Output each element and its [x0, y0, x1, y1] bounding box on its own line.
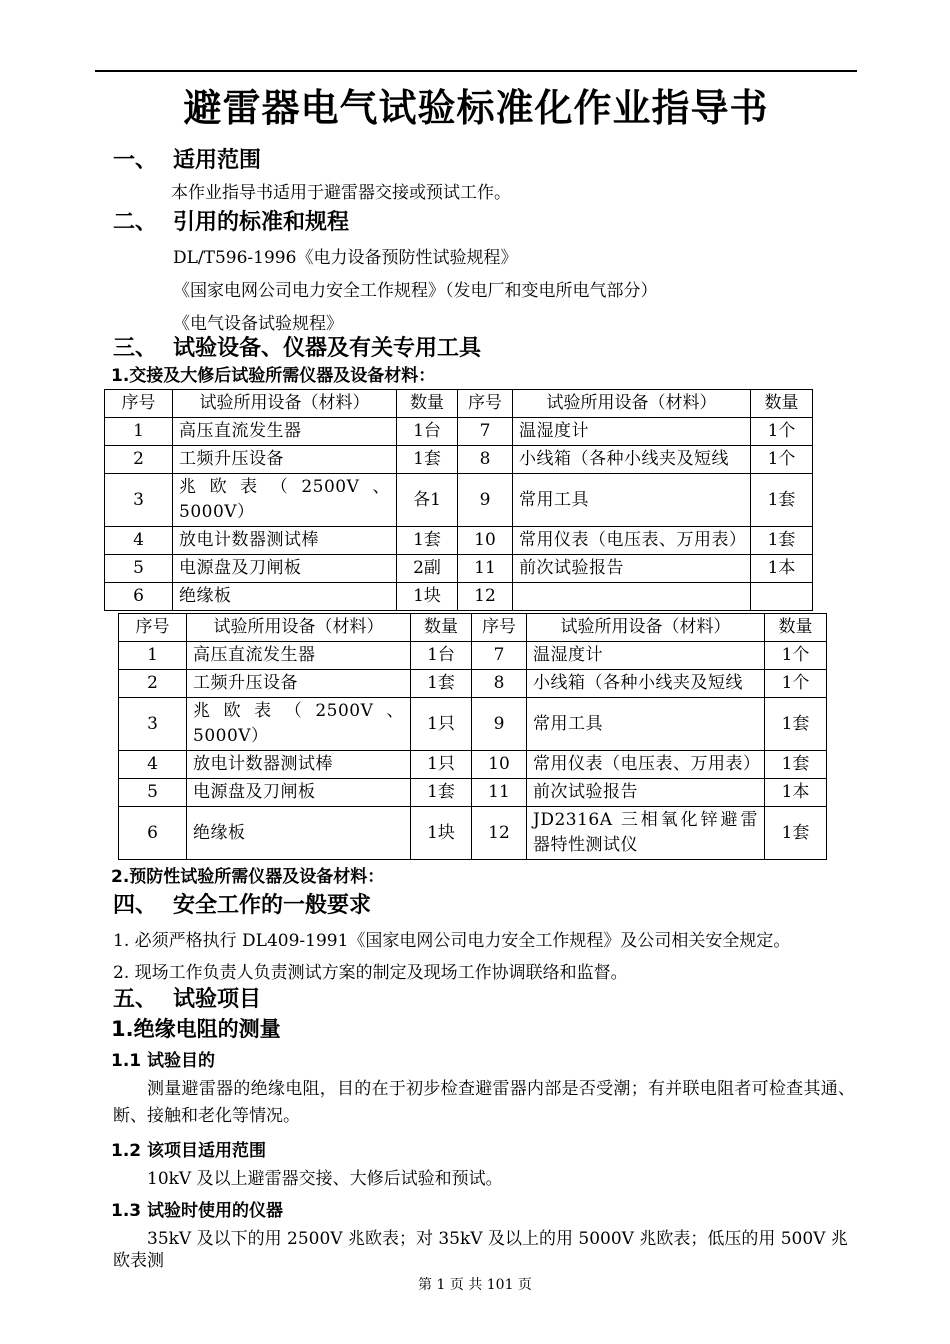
- equipment-name-cell: 高压直流发生器: [173, 418, 397, 446]
- equipment-row: [119, 642, 827, 670]
- equipment-name-cell: 温湿度计: [527, 642, 765, 670]
- index-cell: 3: [105, 474, 173, 527]
- quantity-cell: 1套: [397, 527, 458, 555]
- preventive-equipment-table: [118, 613, 827, 860]
- quantity-cell: 各1: [397, 474, 458, 527]
- index-cell: 9: [458, 474, 513, 527]
- index-cell: 7: [458, 418, 513, 446]
- equipment-row: [119, 698, 827, 751]
- col-header-quantity: 数量: [765, 614, 827, 642]
- section-title: 试验设备、仪器及有关专用工具: [173, 336, 482, 361]
- quantity-cell: 1块: [411, 807, 472, 860]
- section-1-body: 本作业指导书适用于避雷器交接或预试工作。: [171, 183, 511, 203]
- quantity-cell: 1个: [765, 670, 827, 698]
- subsection-heading-insulation-resistance: 1.绝缘电阻的测量: [111, 1017, 281, 1041]
- quantity-cell: 1块: [397, 583, 458, 611]
- index-cell: 10: [472, 751, 527, 779]
- equipment-name-cell: 小线箱（各种小线夹及短线: [527, 670, 765, 698]
- index-cell: 4: [119, 751, 187, 779]
- equipment-name-cell: 兆欧表（2500V、5000V）: [173, 474, 397, 527]
- quantity-cell: 2副: [397, 555, 458, 583]
- quantity-cell: 1本: [765, 779, 827, 807]
- section-title: 安全工作的一般要求: [173, 893, 372, 918]
- section-title: 引用的标准和规程: [173, 210, 350, 235]
- quantity-cell: 1套: [751, 474, 813, 527]
- equipment-name-cell: 温湿度计: [513, 418, 751, 446]
- section-title: 试验项目: [173, 987, 262, 1012]
- index-cell: 1: [105, 418, 173, 446]
- quantity-cell: 1套: [411, 670, 472, 698]
- quantity-cell: 1个: [765, 642, 827, 670]
- index-cell: 7: [472, 642, 527, 670]
- index-cell: 10: [458, 527, 513, 555]
- equipment-name-cell: 常用工具: [527, 698, 765, 751]
- section-title: 适用范围: [173, 148, 262, 173]
- quantity-cell: [751, 583, 813, 611]
- clause-heading-1-1: 1.1 试验目的: [111, 1051, 216, 1071]
- equipment-name-cell: 绝缘板: [173, 583, 397, 611]
- col-header-equipment: 试验所用设备（材料）: [187, 614, 411, 642]
- index-cell: 4: [105, 527, 173, 555]
- index-cell: 5: [119, 779, 187, 807]
- equipment-name-cell: [513, 583, 751, 611]
- quantity-cell: 1台: [397, 418, 458, 446]
- section-number: 一、: [113, 148, 158, 173]
- equipment-name-cell: 高压直流发生器: [187, 642, 411, 670]
- col-header-index: 序号: [119, 614, 187, 642]
- equipment-name-cell: 绝缘板: [187, 807, 411, 860]
- col-header-index: 序号: [472, 614, 527, 642]
- equipment-row: [119, 779, 827, 807]
- quantity-cell: 1个: [751, 418, 813, 446]
- quantity-cell: 1套: [751, 527, 813, 555]
- reference-line: DL/T596-1996《电力设备预防性试验规程》: [173, 248, 518, 268]
- equipment-name-cell: 常用工具: [513, 474, 751, 527]
- equipment-row: [119, 751, 827, 779]
- equipment-name-cell: 兆欧表（2500V、5000V）: [187, 698, 411, 751]
- equipment-name-cell: 放电计数器测试棒: [173, 527, 397, 555]
- table-2-label: 2.预防性试验所需仪器及设备材料：: [111, 867, 385, 887]
- col-header-equipment: 试验所用设备（材料）: [527, 614, 765, 642]
- clause-heading-1-2: 1.2 该项目适用范围: [111, 1141, 267, 1161]
- quantity-cell: 1本: [751, 555, 813, 583]
- col-header-equipment: 试验所用设备（材料）: [173, 390, 397, 418]
- index-cell: 8: [472, 670, 527, 698]
- quantity-cell: 1只: [411, 751, 472, 779]
- document-content: [0, 70, 950, 1272]
- safety-item: 2. 现场工作负责人负责测试方案的制定及现场工作协调联络和监督。: [113, 963, 628, 983]
- index-cell: 6: [119, 807, 187, 860]
- index-cell: 1: [119, 642, 187, 670]
- equipment-name-cell: 小线箱（各种小线夹及短线: [513, 446, 751, 474]
- header-rule: [95, 70, 857, 72]
- reference-line: 《电气设备试验规程》: [173, 314, 343, 334]
- index-cell: 9: [472, 698, 527, 751]
- section-number: 三、: [113, 336, 158, 361]
- index-cell: 2: [119, 670, 187, 698]
- section-number: 二、: [113, 210, 158, 235]
- index-cell: 2: [105, 446, 173, 474]
- section-heading-1: [113, 148, 857, 174]
- clause-body-1-2: 10kV 及以上避雷器交接、大修后试验和预试。: [147, 1169, 503, 1189]
- table-1-label: 1.交接及大修后试验所需仪器及设备材料：: [111, 366, 436, 386]
- acceptance-equipment-table: [104, 389, 813, 611]
- equipment-name-cell: 工频升压设备: [173, 446, 397, 474]
- equipment-row: [105, 446, 813, 474]
- equipment-name-cell: 前次试验报告: [527, 779, 765, 807]
- quantity-cell: 1套: [765, 698, 827, 751]
- equipment-name-cell: 常用仪表（电压表、万用表）: [527, 751, 765, 779]
- quantity-cell: 1台: [411, 642, 472, 670]
- page-footer: 第 1 页 共 101 页: [418, 1277, 532, 1293]
- equipment-row: [119, 807, 827, 860]
- col-header-index: 序号: [105, 390, 173, 418]
- equipment-name-cell: 工频升压设备: [187, 670, 411, 698]
- col-header-equipment: 试验所用设备（材料）: [513, 390, 751, 418]
- equipment-row: [119, 670, 827, 698]
- equipment-row: [105, 583, 813, 611]
- index-cell: 8: [458, 446, 513, 474]
- col-header-quantity: 数量: [751, 390, 813, 418]
- clause-heading-1-3: 1.3 试验时使用的仪器: [111, 1201, 284, 1221]
- quantity-cell: 1个: [751, 446, 813, 474]
- equipment-name-cell: 前次试验报告: [513, 555, 751, 583]
- quantity-cell: 1只: [411, 698, 472, 751]
- index-cell: 11: [472, 779, 527, 807]
- section-number: 五、: [113, 987, 158, 1012]
- section-heading-3: [113, 335, 857, 363]
- quantity-cell: 1套: [765, 751, 827, 779]
- reference-line: 《国家电网公司电力安全工作规程》（发电厂和变电所电气部分）: [173, 281, 658, 301]
- section-heading-4: [113, 892, 857, 920]
- section-heading-2: [113, 210, 857, 236]
- equipment-row: [105, 418, 813, 446]
- quantity-cell: 1套: [411, 779, 472, 807]
- document-title: 避雷器电气试验标准化作业指导书: [183, 86, 769, 130]
- index-cell: 6: [105, 583, 173, 611]
- equipment-name-cell: JD2316A 三相氧化锌避雷器特性测试仪: [527, 807, 765, 860]
- safety-item: 1. 必须严格执行 DL409-1991《国家电网公司电力安全工作规程》及公司相关安全规定。: [113, 931, 791, 951]
- index-cell: 3: [119, 698, 187, 751]
- quantity-cell: 1套: [397, 446, 458, 474]
- equipment-name-cell: 放电计数器测试棒: [187, 751, 411, 779]
- equipment-row: [105, 474, 813, 527]
- index-cell: 12: [472, 807, 527, 860]
- quantity-cell: 1套: [765, 807, 827, 860]
- clause-body-1-3: 35kV 及以下的用 2500V 兆欧表；对 35kV 及以上的用 5000V 兆欧表；低压的用 500V 兆欧表测: [113, 1229, 848, 1271]
- clause-body-1-1: 测量避雷器的绝缘电阻，目的在于初步检查避雷器内部是否受潮；有并联电阻者可检查其通、断、接触和老化等情况。: [113, 1079, 855, 1126]
- table-header-row: [105, 390, 813, 418]
- equipment-name-cell: 电源盘及刀闸板: [187, 779, 411, 807]
- index-cell: 12: [458, 583, 513, 611]
- index-cell: 5: [105, 555, 173, 583]
- equipment-row: [105, 527, 813, 555]
- table-header-row: [119, 614, 827, 642]
- col-header-quantity: 数量: [411, 614, 472, 642]
- col-header-quantity: 数量: [397, 390, 458, 418]
- col-header-index: 序号: [458, 390, 513, 418]
- section-heading-5: [113, 986, 857, 1014]
- equipment-row: [105, 555, 813, 583]
- equipment-name-cell: 电源盘及刀闸板: [173, 555, 397, 583]
- section-number: 四、: [113, 893, 158, 918]
- equipment-name-cell: 常用仪表（电压表、万用表）: [513, 527, 751, 555]
- index-cell: 11: [458, 555, 513, 583]
